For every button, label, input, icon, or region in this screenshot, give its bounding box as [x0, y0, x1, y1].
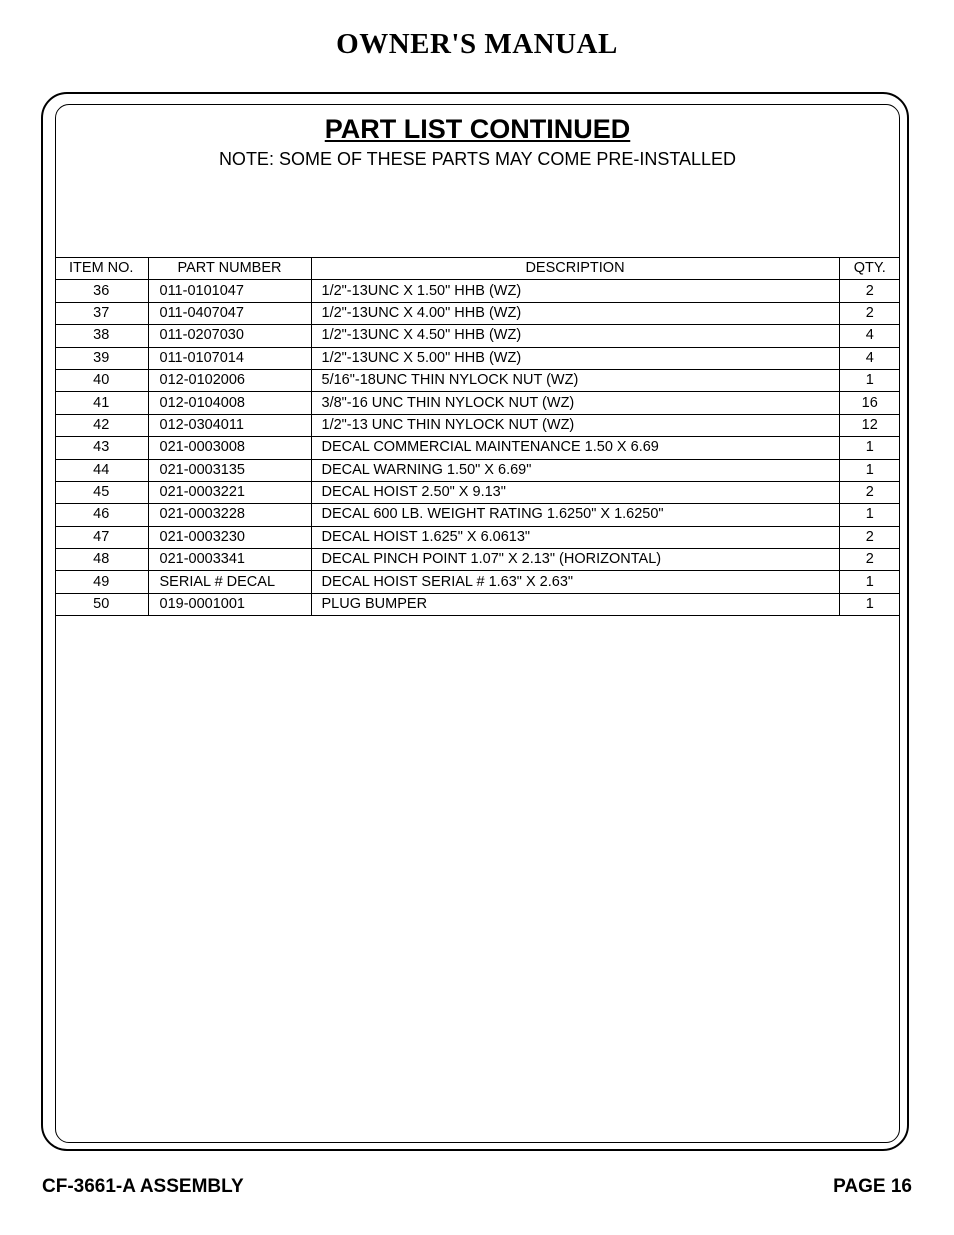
cell-part-number: 021-0003008: [148, 437, 311, 459]
cell-item-no: 48: [55, 549, 148, 571]
cell-qty: 1: [839, 593, 900, 615]
cell-item-no: 49: [55, 571, 148, 593]
parts-table-body: [55, 280, 900, 616]
cell-description: 1/2"-13 UNC THIN NYLOCK NUT (WZ): [311, 414, 839, 436]
cell-item-no: 42: [55, 414, 148, 436]
cell-item-no: 43: [55, 437, 148, 459]
cell-part-number: 011-0107014: [148, 347, 311, 369]
cell-part-number: 011-0101047: [148, 280, 311, 302]
cell-description: DECAL HOIST 1.625" X 6.0613": [311, 526, 839, 548]
cell-description: 1/2"-13UNC X 4.00" HHB (WZ): [311, 302, 839, 324]
cell-part-number: 011-0407047: [148, 302, 311, 324]
table-row: [55, 369, 900, 391]
footer-page-number: PAGE 16: [833, 1176, 912, 1197]
header-description: DESCRIPTION: [311, 258, 839, 280]
table-row: [55, 414, 900, 436]
table-row: [55, 437, 900, 459]
cell-item-no: 47: [55, 526, 148, 548]
cell-item-no: 38: [55, 325, 148, 347]
table-row: [55, 459, 900, 481]
cell-qty: 12: [839, 414, 900, 436]
cell-description: 1/2"-13UNC X 4.50" HHB (WZ): [311, 325, 839, 347]
table-row: [55, 280, 900, 302]
cell-part-number: 021-0003228: [148, 504, 311, 526]
cell-description: DECAL PINCH POINT 1.07" X 2.13" (HORIZONTAL): [311, 549, 839, 571]
cell-part-number: SERIAL # DECAL: [148, 571, 311, 593]
cell-description: 1/2"-13UNC X 1.50" HHB (WZ): [311, 280, 839, 302]
cell-description: DECAL HOIST 2.50" X 9.13": [311, 481, 839, 503]
cell-item-no: 50: [55, 593, 148, 615]
page-header-title: OWNER'S MANUAL: [336, 28, 618, 60]
header-part-number: PART NUMBER: [148, 258, 311, 280]
cell-qty: 2: [839, 526, 900, 548]
cell-description: DECAL 600 LB. WEIGHT RATING 1.6250" X 1.6250": [311, 504, 839, 526]
cell-item-no: 44: [55, 459, 148, 481]
cell-description: 1/2"-13UNC X 5.00" HHB (WZ): [311, 347, 839, 369]
cell-part-number: 021-0003221: [148, 481, 311, 503]
header-qty: QTY.: [839, 258, 900, 280]
cell-item-no: 37: [55, 302, 148, 324]
table-row: [55, 302, 900, 324]
table-row: [55, 504, 900, 526]
cell-qty: 1: [839, 459, 900, 481]
cell-part-number: 021-0003230: [148, 526, 311, 548]
table-row: [55, 571, 900, 593]
cell-description: 5/16"-18UNC THIN NYLOCK NUT (WZ): [311, 369, 839, 391]
cell-item-no: 45: [55, 481, 148, 503]
table-row: [55, 593, 900, 615]
cell-qty: 2: [839, 302, 900, 324]
table-row: [55, 392, 900, 414]
footer-assembly-label: CF-3661-A ASSEMBLY: [42, 1176, 244, 1197]
cell-part-number: 012-0304011: [148, 414, 311, 436]
cell-item-no: 46: [55, 504, 148, 526]
table-row: [55, 549, 900, 571]
table-row: [55, 526, 900, 548]
header-item-no: ITEM NO.: [55, 258, 148, 280]
cell-description: DECAL WARNING 1.50" X 6.69": [311, 459, 839, 481]
cell-item-no: 39: [55, 347, 148, 369]
cell-part-number: 012-0104008: [148, 392, 311, 414]
cell-description: 3/8"-16 UNC THIN NYLOCK NUT (WZ): [311, 392, 839, 414]
table-header-row: [55, 258, 900, 280]
cell-qty: 2: [839, 280, 900, 302]
cell-qty: 1: [839, 437, 900, 459]
cell-qty: 16: [839, 392, 900, 414]
table-row: [55, 347, 900, 369]
cell-qty: 1: [839, 504, 900, 526]
cell-part-number: 011-0207030: [148, 325, 311, 347]
cell-qty: 4: [839, 325, 900, 347]
cell-description: PLUG BUMPER: [311, 593, 839, 615]
table-row: [55, 325, 900, 347]
cell-description: DECAL HOIST SERIAL # 1.63" X 2.63": [311, 571, 839, 593]
section-title: PART LIST CONTINUED: [324, 114, 631, 144]
cell-qty: 2: [839, 481, 900, 503]
cell-item-no: 36: [55, 280, 148, 302]
cell-part-number: 012-0102006: [148, 369, 311, 391]
cell-qty: 1: [839, 571, 900, 593]
section-note: NOTE: SOME OF THESE PARTS MAY COME PRE-INSTALLED: [218, 149, 737, 169]
cell-part-number: 019-0001001: [148, 593, 311, 615]
cell-item-no: 41: [55, 392, 148, 414]
cell-description: DECAL COMMERCIAL MAINTENANCE 1.50 X 6.69: [311, 437, 839, 459]
cell-qty: 4: [839, 347, 900, 369]
table-row: [55, 481, 900, 503]
parts-table: [55, 257, 900, 616]
cell-item-no: 40: [55, 369, 148, 391]
cell-part-number: 021-0003341: [148, 549, 311, 571]
cell-qty: 2: [839, 549, 900, 571]
cell-qty: 1: [839, 369, 900, 391]
cell-part-number: 021-0003135: [148, 459, 311, 481]
